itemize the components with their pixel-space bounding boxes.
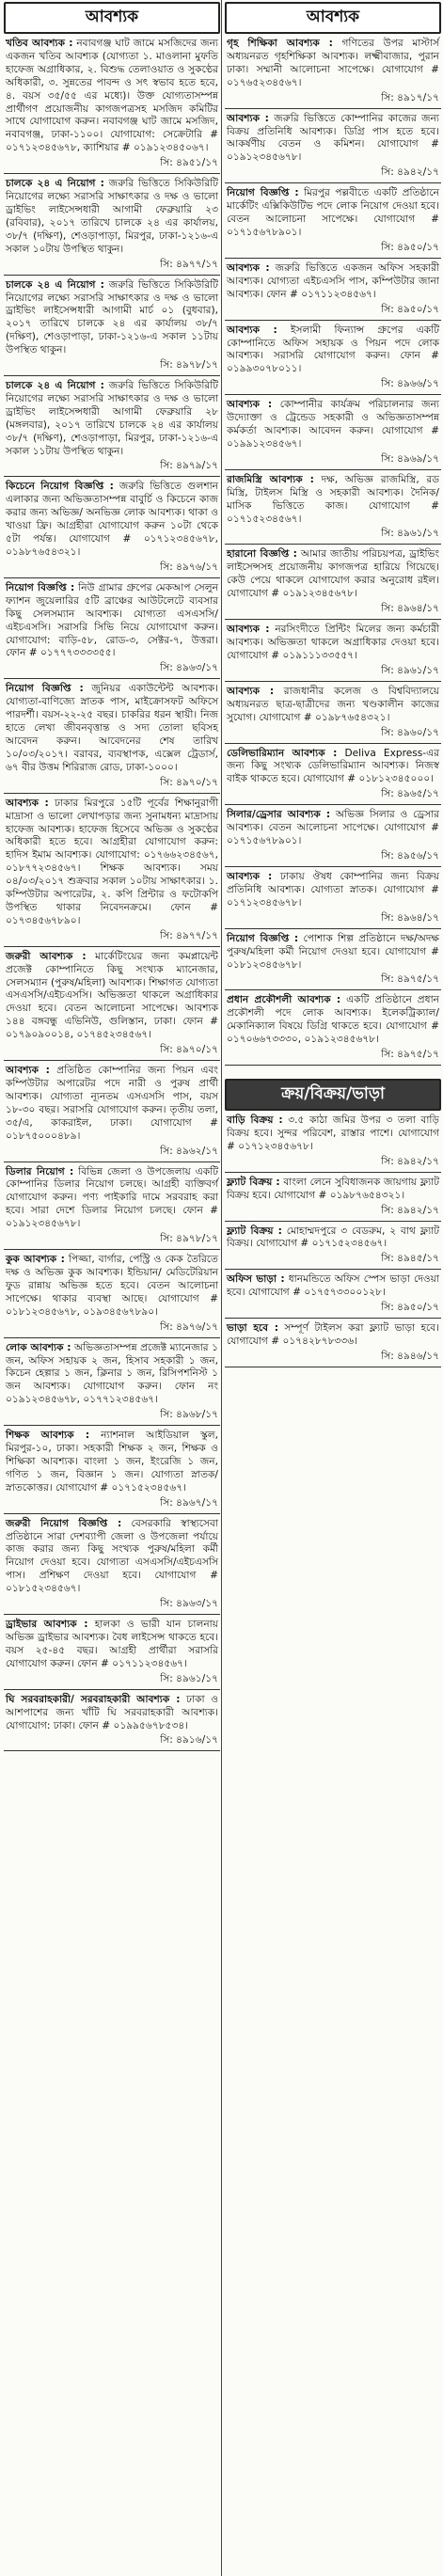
ad-divider <box>225 1172 441 1173</box>
classified-ad <box>225 1225 441 1271</box>
ad-text <box>225 474 441 527</box>
ad-code: সি: ৪৯৬২/১৭ <box>160 1145 218 1157</box>
ad-body: জরুরি ভিত্তিতে একজন অফিস সহকারী আবশ্যক। যোগ্যতা এইচএসসি পাস, কম্পিউটার জানা আবশ্যক। ফোন # ০১৭১১২৩৪৫৬৭। <box>227 261 439 300</box>
classified-ad <box>4 582 220 679</box>
ad-code: সি: ৪৯৬৪/১৭ <box>381 911 439 924</box>
ad-title: ডিলার নিয়োগ : <box>6 1165 74 1177</box>
classified-ad <box>4 481 220 577</box>
ad-divider <box>4 275 220 276</box>
ad-body: জরুরি ভিত্তিতে সিকিউরিটি নিয়োগের লক্ষ্যে সরাসরি সাক্ষাৎকার ও দক্ষ ও ভালো ড্রাইভিং লাইসেন্সধারী আগামী ফেব্রুয়ারি ২৮ (মঙ্গলবার), ২০১৭ তারিখে চালকে ২৪ এর কার্যালয় ৩৮/৭ (দক্ষিণ), শেওড়াপাড়া, মিরপুর, ঢাকা-১২১৬-এ সকাল ১১টায় উপস্থিত থাকুন। <box>6 380 219 457</box>
ad-code: সি: ৪৯৬০/১৭ <box>381 726 439 738</box>
classified-ad <box>4 1619 220 1690</box>
classified-ad <box>4 279 220 376</box>
ad-title: সিলার/ড্রেসার আবশ্যক : <box>227 809 331 821</box>
ad-text <box>4 1694 220 1733</box>
ad-code: সি: ৪৯৭৮/১৭ <box>160 1233 218 1245</box>
ad-title: নিয়োগ বিজ্ঞপ্তি : <box>227 932 299 944</box>
ad-divider <box>4 173 220 174</box>
ad-body: জরুরি ভিত্তিতে সিকিউরিটি নিয়োগের লক্ষ্যে সরাসরি সাক্ষাৎকার ও দক্ষ ও ভালো ড্রাইভিং লাইসেন্সধারী আগামী মার্চ ০১ (বুধবার), ২০১৭ তারিখে চালকে ২৪ এর কার্যালয় ৩৮/৭ (দক্ষিণ), শেওড়াপাড়া, ঢাকা-১২১৬-এ সকাল ১১টায় উপস্থিত থাকুন। <box>6 278 219 356</box>
ad-title: আবশ্যক : <box>227 870 273 882</box>
ad-text <box>4 1254 220 1320</box>
ad-body: মার্কেটিংয়ের জন্য কমপ্লায়েন্ট প্রজেক্ট কোম্পানিতে কিছু সংখ্যক ম্যানেজার, সেলসম্যান (পুরুষ/মহিলা) আবশ্যক। শিক্ষাগত যোগ্যতা এসএসসি/এইচএসসি। অভিজ্ঞতা থাকলে অগ্রাধিকার দেওয়া হবে। বেতন আলোচনা সাপেক্ষে। আবশ্যক ১৪৪ বঙ্গবন্ধু এভিনিউ, গুলিস্তান, ঢাকা। ফোন # ০১৭৯০৯০০১৪, ০১৭৪৫২৩৪৫৬৭। <box>6 950 218 1041</box>
right-column <box>225 0 441 1371</box>
ad-text <box>225 1273 441 1300</box>
ad-code: সি: ৪৯৬৭/১৭ <box>160 1496 218 1509</box>
ad-divider <box>225 394 441 395</box>
ad-text <box>225 548 441 601</box>
ad-text <box>225 686 441 725</box>
ad-title: চালকে ২৪ এ নিয়োগ : <box>6 278 104 291</box>
ad-body: নিউ গ্রামার গ্রুপের মেকআপ সেলুন ফ্যাশন জুয়েলারির ৫টি ব্রাঞ্চের আউটলেটে ব্যবসার কিছু সেলসম্যান আবশ্যক। যোগ্যতা এসএসসি/এইচএসসি। সরাসরি সিভি নিয়ে যোগাযোগ করুন। যোগাযোগ: বাড়ি-৫৮, রোড-৩, সেক্টর-৭, উত্তরা। ফোন # ০১৭৭৭৩৩৩৩৫৫। <box>6 581 218 659</box>
classified-ad <box>225 38 441 109</box>
ad-text <box>4 1342 220 1408</box>
ad-title: ড্রাইভার আবশ্যক : <box>6 1619 88 1631</box>
ad-body: বিভিন্ন জেলা ও উপজেলায় একটি কোম্পানির ডিলার নিয়োগ চলছে। আগ্রহী ব্যক্তিবর্গ যোগাযোগ করুন। পণ্য পাইকারি দামে সরবরাহ করা হবে। সারা দেশে ডিলার নিয়োগ চলছে। ফোন # ০১৯১২৩৪৫৬৭৮। <box>6 1165 218 1230</box>
ad-title: রাজমিস্ত্রি আবশ্যক : <box>227 473 314 485</box>
ad-code: সি: ৪৯৭৭/১৭ <box>160 929 218 941</box>
ad-title: নিয়োগ বিজ্ঞপ্তি : <box>227 187 299 199</box>
ad-divider <box>4 375 220 376</box>
ad-code: সি: ৪৯৭০/১৭ <box>160 1044 218 1056</box>
ad-text <box>225 324 441 377</box>
ad-title: কিচেনে নিয়োগ বিজ্ঞপ্তি : <box>6 481 114 493</box>
ad-code: সি: ৪৯৭৫/১৭ <box>381 973 439 986</box>
classified-ad <box>225 548 441 620</box>
ad-code: সি: ৪৯৪২/১৭ <box>381 1204 439 1216</box>
ad-text <box>225 1177 441 1203</box>
ad-divider <box>4 1689 220 1690</box>
ad-body: জরুরি ভিত্তিতে কোম্পানির কাজের জন্য বিক্রয় প্রতিনিধি আবশ্যক। ডিগ্রি পাস হতে হবে। আকর্ষণীয় বেতন ও কমিশন। যোগাযোগ # ০১৯১২৩৪৫৬৭৮। <box>227 112 440 164</box>
sale-ads-list <box>225 1114 441 1371</box>
ad-title: গৃহ শিক্ষিকা আবশ্যক : <box>227 38 333 49</box>
section-header-buy-sell-rent: ক্রয়/বিক্রয়/ভাড়া <box>225 1079 441 1111</box>
ad-body: ঢাকা ও আশপাশের জন্য খাঁটি ঘি সরবরাহকারী আবশ্যক। যোগাযোগ: ঢাকা। ফোন # ০১৯৯৫৬৭৮৫৩৪। <box>6 1693 218 1731</box>
ad-code: সি: ৪৯৫০/১৭ <box>381 1302 439 1314</box>
classified-ad <box>225 187 441 259</box>
classified-ad <box>225 399 441 470</box>
ad-text <box>4 1166 220 1232</box>
ad-divider <box>225 258 441 259</box>
ad-title: আবশ্যক : <box>227 112 269 124</box>
ad-title: আবশ্যক : <box>227 399 273 411</box>
ad-title: আবশ্যক : <box>6 1065 50 1077</box>
ad-text <box>4 582 220 660</box>
ad-body: সম্পূর্ণ টাইলস করা ফ্ল্যাট ভাড়া হবে। যোগাযোগ # ০১৭৪২৮৭৮৩৩৬। <box>227 1322 439 1348</box>
ad-code: সি: ৪৯৭০/১৭ <box>160 776 218 788</box>
classified-ad <box>225 1273 441 1319</box>
classified-ad <box>225 113 441 184</box>
ad-body: মিরপুর পল্লবীতে একটি প্রতিষ্ঠানে মার্কেটিং এক্সিকিউটিভ পদে লোক নিয়োগ দেওয়া হবে। বেতন আলোচনা সাপেক্ষে। যোগাযোগ # ০১৭১৫৬৭৮৯০১। <box>227 187 440 238</box>
classified-ad <box>225 809 441 867</box>
ad-body: পোশাক শিল্প প্রতিষ্ঠানে দক্ষ/অদক্ষ পুরুষ/মহিলা কর্মী নিয়োগ দেওয়া হবে। যোগাযোগ # ০১৮১২৩৪৫৬৭৮। <box>227 932 439 971</box>
ad-code: সি: ৪৯৬৫/১৭ <box>381 788 439 800</box>
ad-text <box>4 1518 220 1596</box>
ad-text <box>4 279 220 357</box>
section-header-required-right: আবশ্যক <box>225 2 441 34</box>
classified-ad <box>4 38 220 174</box>
classified-ad <box>225 624 441 682</box>
ad-divider <box>225 1318 441 1319</box>
classified-ad <box>4 178 220 275</box>
column-divider <box>221 0 222 2576</box>
ad-text <box>225 809 441 848</box>
ad-divider <box>4 476 220 477</box>
ad-title: ঘি সরবরাহকারী/ সরবরাহকারী আবশ্যক : <box>6 1693 181 1705</box>
ad-body: আমার জাতীয় পরিচয়পত্র, ড্রাইভিং লাইসেন্সসহ প্রয়োজনীয় কাগজপত্র হারিয়ে গিয়েছে। কেউ পেয়ে থাকলে যোগাযোগ করার অনুরোধ রইল। যোগাযোগ # ০১৯১২৩৪৫৬৭৮। <box>227 548 440 600</box>
ad-body: মোহাম্মদপুরে ৩ বেডরুম, ২ বাথ ফ্ল্যাট বিক্রয়। যোগাযোগ # ০১৭১৫২৩৪৫৬৭। <box>227 1225 439 1250</box>
ad-code: সি: ৪৯৭৬/১৭ <box>160 561 218 573</box>
ad-code: সি: ৪৯৫০/১৭ <box>381 241 439 253</box>
ad-body: নরসিংদীতে প্রিন্টিং মিলের জন্য কর্মচারী আবশ্যক। অভিজ্ঞতা থাকলে অগ্রাধিকার দেওয়া হবে। যোগাযোগ # ০১৯১১১৩৩৫৫৭। <box>227 624 439 661</box>
ad-body: ঢাকার মিরপুরে ১৫টি পূর্বের শিক্ষানুরাগী মাদ্রাসা ও ভালো লেখাপড়ার জন্য সুনামধন্য মাদ্রাসায় হাফেজ আবশ্যক। হাফেজ হিসেবে অভিজ্ঞ ও সুকণ্ঠের অধিকারী হতে হবে। আগ্রহীরা যোগাযোগ করুন: হাদিস ইমাম আবশ্যক। যোগাযোগ: ০১৭৬৬২৩৪৫৬৭, ০১৮৭৭২৩৪৫৬৭। শিক্ষক আবশ্যক। সময় ০৪/০৩/২০১৭ শুক্রবার সকাল ১০টায় সাক্ষাৎকার। ১. কম্পিউটার অপারেটর, ২. কপি প্রিন্টার ও ফটোকপি উপস্থিত থাকার নিবেদনক্রমে। ফোন # ০১৭৩৪৫৬৭৮৯০। <box>6 797 219 926</box>
ad-title: জরুরী নিয়োগ বিজ্ঞপ্তি : <box>6 1517 122 1529</box>
ad-code: সি: ৪৯৬১/১৭ <box>381 528 439 540</box>
left-column <box>4 0 220 1755</box>
ad-divider <box>225 320 441 321</box>
ad-body: অভিজ্ঞ সিলার ও ড্রেসার আবশ্যক। বেতন আলোচনা সাপেক্ষে। যোগাযোগ # ০১৭১৫৬৭৮৯০১। <box>227 809 439 847</box>
ad-divider <box>225 1065 441 1066</box>
ad-title: লোক আবশ্যক : <box>6 1341 71 1353</box>
right-ads-list <box>225 38 441 1069</box>
ad-code: সি: ৪৯৬১/১৭ <box>381 664 439 676</box>
ad-body: ইসলামী ফিন্যান্স গ্রুপের একটি কোম্পানিতে অফিস সহায়ক ও পিয়ন পদে লোক আবশ্যক। সরাসরি যোগাযোগ করুন। ফোন # ০১৯৯৩০৭৮০১১। <box>227 324 439 375</box>
ad-code: সি: ৪৯৬৩/১৭ <box>160 1598 218 1610</box>
ad-title: অফিস ভাড়া : <box>227 1273 285 1286</box>
ad-body: প্রতিষ্ঠিত কোম্পানির জন্য পিয়ন এবং কম্পিউটার অপারেটর পদে নারী ও পুরুষ প্রার্থী আবশ্যক। যোগ্যতা ন্যূনতম এসএসসি পাস, বয়স ১৮-৩০ বছর। সরাসরি যোগাযোগ করুন। তৃতীয় তলা, ৩৫/এ, কাকরাইল, ঢাকা। যোগাযোগ # ০১৮৭৫০০০৪৮৯। <box>6 1065 218 1142</box>
ad-divider <box>4 1060 220 1061</box>
ad-text <box>225 933 441 972</box>
ad-divider <box>4 1249 220 1250</box>
ad-body: বাংলা লেনে সুবিধাজনক জায়গায় ফ্ল্যাট বিক্রয় হবে। যোগাযোগ # ০১৯৮৭৬৫৪৩২১। <box>227 1176 439 1201</box>
ad-title: কুক আবশ্যক : <box>6 1254 65 1266</box>
ad-body: জুনিয়র একাউন্টেন্ট আবশ্যক। যোগ্যতা-বাণিজ্যে স্নাতক পাস, মাইক্রোসফট অফিসে পারদর্শী। বয়স-২২-২৫ বছর। চাকরির ধরন স্থায়ী। নিজ হাতে লেখা জীবনবৃত্তান্ত ও সদ্য তোলা ছবিসহ আবেদন করুন। আবেদনের শেষ তারিখ ১০/০৩/২০১৭। বরাবর, ব্যবস্থাপক, এক্সেল ট্রেডার্স, ৬৭ বীর উত্তম শিরিরাজ রোড, ঢাকা-১০০০। <box>6 683 218 773</box>
ad-title: আবশ্যক : <box>227 685 275 697</box>
ad-divider <box>225 989 441 990</box>
ad-code: সি: ৪৯৭৮/১৭ <box>160 359 218 371</box>
ad-body: Deliva Express-এর জন্য কিছু সংখ্যক ডেলিভারিম্যান আবশ্যক। নিজস্ব বাইক থাকতে হবে। যোগাযোগ # ০১৮১২৩৪৫০০০। <box>227 747 440 785</box>
ad-text <box>225 871 441 910</box>
ad-title: বাড়ি বিক্রয় : <box>227 1114 283 1127</box>
ad-title: আবশ্যক : <box>227 261 270 274</box>
ad-text <box>4 951 220 1042</box>
classified-ad <box>4 1254 220 1338</box>
ad-text <box>225 1225 441 1252</box>
ad-body: পিজ্জা, বার্গার, পেস্ট্রি ও কেক তৈরিতে দক্ষ ও অভিজ্ঞ কুক আবশ্যক। ইন্ডিয়ান/ মেডিটেরিয়ান ফুড রান্নায় অভিজ্ঞ হতে হবে। বেতন আলোচনা সাপেক্ষে। থাকার ব্যবস্থা আছে। যোগাযোগ # ০১৮১২৩৪৫৬৭৮, ০১৯৩৪৫৬৭৮৯০। <box>6 1254 218 1318</box>
ad-code: সি: ৪৯৫৬/১৭ <box>381 849 439 861</box>
classified-ad <box>225 871 441 929</box>
ad-title: ফ্ল্যাট বিক্রয় : <box>227 1225 282 1237</box>
ad-text <box>225 1322 441 1349</box>
ad-divider <box>225 108 441 109</box>
ad-title: প্রধান প্রকৌশলী আবশ্যক : <box>227 994 341 1006</box>
ad-code: সি: ৪৯৪৫/১৭ <box>381 1253 439 1265</box>
ad-body: কোম্পানীর কার্যক্রম পরিচালনার জন্য উদ্যোক্তা ও ট্রেন্ডেড সহকারী ও অভিজ্ঞতাসম্পন্ন কর্মকর্তা আবশ্যক। আবেদন করুন। যোগাযোগ # ০১৯৯১২৩৪৫৬৭। <box>227 399 439 450</box>
classified-ad <box>225 324 441 396</box>
ad-code: সি: ৪৯৪২/১৭ <box>381 166 439 179</box>
ad-divider <box>4 793 220 794</box>
ad-body: বেসরকারি স্বাস্থ্যসেবা প্রতিষ্ঠানে সারা দেশব্যাপী জেলা ও উপজেলা পর্যায়ে কাজ করার জন্য কিছু সংখ্যক পুরুষ/মহিলা কর্মী নিয়োগ দেওয়া হবে। যোগ্যতা এসএসসি/এইচএসসি পাস। প্রশিক্ষণ দেওয়া হবে। যোগাযোগ # ০১৮১৫২৩৪৫৬৭। <box>6 1517 218 1595</box>
classified-ad <box>4 798 220 947</box>
ad-text <box>225 38 441 90</box>
ad-title: আবশ্যক : <box>227 324 277 336</box>
ad-body: ৩.৫ কাঠা জমির উপর ৩ তলা বাড়ি বিক্রয় হবে। সুন্দর পরিবেশ, রাস্তার পাশে। যোগাযোগ # ০১৭১২৩৪৫৬৭৮। <box>227 1114 439 1152</box>
ad-title: খতিব আবশ্যক : <box>6 38 73 49</box>
ad-divider <box>225 1221 441 1222</box>
ad-body: একটি প্রতিষ্ঠানে প্রধান প্রকৌশলী পদে লোক আবশ্যক। ইলেকট্রিক্যাল/মেকানিক্যাল বিষয়ে ডিগ্রি থাকতে হবে। যোগাযোগ # ০১৭০৬৬৭৩৩৩০, ০১৯১২৩৪৫৬৭৮। <box>227 994 439 1046</box>
classified-ad <box>225 1322 441 1367</box>
classified-ad <box>225 748 441 806</box>
ad-text <box>225 994 441 1047</box>
ad-text <box>4 683 220 774</box>
ad-title: আবশ্যক : <box>6 797 49 809</box>
ad-text <box>4 178 220 256</box>
ad-title: নিয়োগ বিজ্ঞপ্তি : <box>6 581 75 593</box>
classified-ad <box>4 683 220 793</box>
ad-title: নিয়োগ বিজ্ঞপ্তি : <box>6 683 84 695</box>
ad-divider <box>225 743 441 744</box>
ad-title: শিক্ষক আবশ্যক : <box>6 1430 90 1442</box>
classified-ad <box>4 1166 220 1251</box>
ad-text <box>4 798 220 928</box>
ad-text <box>4 1430 220 1495</box>
ad-code: সি: ৪৯৪৬/১৭ <box>381 1351 439 1362</box>
ad-body: দক্ষ, অভিজ্ঞ রাজমিস্ত্রি, রড মিস্ত্রি, টাইলস মিস্ত্রি ও সহকারী আবশ্যক। দৈনিক/মাসিক ভিত্তিতে কাজ। যোগাযোগ # ০১৭১৫২৩৪৫৬৭। <box>227 473 439 525</box>
ad-title: ফ্ল্যাট বিক্রয় : <box>227 1176 280 1188</box>
classified-ad <box>225 994 441 1066</box>
classified-ad <box>4 951 220 1061</box>
ad-title: আবশ্যক : <box>227 624 270 636</box>
ad-divider <box>225 544 441 545</box>
section-header-required: আবশ্যক <box>4 2 220 34</box>
ad-text <box>225 748 441 787</box>
ad-code: সি: ৪৯৫০/১৭ <box>381 303 439 315</box>
ad-divider <box>4 577 220 578</box>
ad-code: সি: ৪৯৬১/১৭ <box>160 1672 218 1684</box>
ad-title: ডেলিভারিম্যান আবশ্যক : <box>227 747 338 759</box>
ad-title: জরুরী আবশ্যক : <box>6 950 87 962</box>
ad-code: সি: ৪৯৭৫/১৭ <box>381 1049 439 1061</box>
ad-code: সি: ৪৯৬৮/১৭ <box>160 1409 218 1421</box>
ad-divider <box>225 681 441 682</box>
ad-divider <box>4 1513 220 1514</box>
ad-body: রাজধানীর কলেজ ও বিশ্ববিদ্যালয়ে অধ্যয়নরত ছাত্র-ছাত্রীদের জন্য খণ্ডকালীন কাজের সুযোগ। যোগাযোগ # ০১৯৮৭৬৫৪৩২১। <box>227 685 439 723</box>
ad-title: চালকে ২৪ এ নিয়োগ : <box>6 178 104 190</box>
classified-ad <box>4 1694 220 1752</box>
ad-divider <box>225 804 441 805</box>
ad-code: সি: ৪৯৭৬/১৭ <box>160 1320 218 1333</box>
ad-text <box>225 1114 441 1154</box>
ad-code: সি: ৪৯৬৬/১৭ <box>381 378 439 390</box>
ad-text <box>225 399 441 451</box>
ad-divider <box>4 678 220 679</box>
ad-title: ভাড়া হবে : <box>227 1322 278 1335</box>
ad-code: সি: ৪৯৭৯/১৭ <box>160 460 218 472</box>
classified-ad <box>4 1342 220 1427</box>
ad-code: সি: ৪৯১৬/১৭ <box>160 1734 218 1746</box>
ad-text <box>4 1619 220 1671</box>
ad-divider <box>4 1750 220 1751</box>
ad-divider <box>225 469 441 470</box>
ad-divider <box>4 1425 220 1426</box>
ad-text <box>4 481 220 559</box>
classified-ad <box>225 474 441 545</box>
ad-body: জরুরি ভিত্তিতে সিকিউরিটি নিয়োগের লক্ষ্যে সরাসরি সাক্ষাৎকার ও দক্ষ ও ভালো ড্রাইভিং লাইসেন্সধারী আগামী ফেব্রুয়ারি ২৩ (রবিবার), ২০১৭ তারিখে চালকে ২৪ এর কার্যালয়, ৩৮/৭ (দক্ষিণ), শেওড়াপাড়া, মিরপুর, ঢাকা-১২১৬-এ সকাল ১০টায় উপস্থিত থাকুন। <box>6 178 219 255</box>
ad-body: গণিতের উপর মাস্টার্স অধ্যয়নরত গৃহশিক্ষিকা আবশ্যক। লক্ষ্মীবাজার, পুরান ঢাকা। সম্মানী আলোচনা সাপেক্ষে। যোগাযোগ # ০১৭৬৫২৩৪৫৬৭। <box>227 38 439 88</box>
classified-ad <box>225 1177 441 1222</box>
ad-body: ঢাকায় ঔষধ কোম্পানির জন্য বিক্রয় প্রতিনিধি আবশ্যক। যোগ্যতা স্নাতক। যোগাযোগ # ০১৭১২৩৪৫৬৭৮। <box>227 870 439 909</box>
classified-ad <box>225 686 441 744</box>
ad-code: সি: ৪৯১৭/১৭ <box>381 91 439 103</box>
ad-body: ধানমন্ডিতে অফিস স্পেস ভাড়া দেওয়া হবে। যোগাযোগ # ০১৭৫৭৩৩০০১২৮। <box>227 1273 439 1299</box>
classified-ad <box>225 262 441 321</box>
ad-code: সি: ৪৯৪২/১৭ <box>381 1155 439 1167</box>
ad-text <box>225 262 441 302</box>
ad-divider <box>225 182 441 183</box>
ad-divider <box>225 866 441 867</box>
ad-text <box>4 1065 220 1143</box>
classified-ad <box>4 380 220 477</box>
ad-code: সি: ৪৯৬৩/১৭ <box>160 662 218 674</box>
ad-title: চালকে ২৪ এ নিয়োগ : <box>6 380 104 392</box>
ad-divider <box>225 1269 441 1270</box>
ad-divider <box>4 946 220 947</box>
ad-text <box>225 624 441 663</box>
ad-text <box>225 113 441 166</box>
ad-body: জরুরি ভিত্তিতে গুলশান এলাকার জন্য অভিজ্ঞতাসম্পন্ন বাবুর্চি ও কিচেনে কাজ করার জন্য অভিজ্ঞ/ অনভিজ্ঞ লোক আবশ্যক। থাকা ও খাওয়া ফ্রি। আগ্রহীরা যোগাযোগ করুন ১০টা থেকে ৫টা পর্যন্ত। যোগাযোগ # ০১৭১২৩৪৫৬৭৮, ০১৯৮৭৬৫৪৩২১। <box>6 481 219 558</box>
ad-code: সি: ৪৯৬৪/১৭ <box>381 603 439 615</box>
classified-ad <box>4 1518 220 1615</box>
ad-code: সি: ৪৯৬৯/১৭ <box>381 452 439 465</box>
left-ads-list <box>4 38 220 1755</box>
ad-body: নবাবগঞ্জ ঘাট জামে মসজিদের জন্য একজন খতিব আবশ্যক (যোগ্যতা ১. মাওলানা মুফতি হাফেজ অগ্রাধিকার, ২. বিশুদ্ধ তেলাওয়াত ও সুকণ্ঠের অধিকারী, ৩. সুন্নতের পাবন্দ ও সৎ স্বভাব হতে হবে, ৪. বয়স ৩৫/৫৫ এর মধ্যে)। উক্ত যোগ্যতাসম্পন্ন প্রার্থীগণ প্রয়োজনীয় কাগজপত্রসহ মসজিদ কমিটির সাথে যোগাযোগ করুন। নবাবগঞ্জ ঘাট জামে মসজিদ, নবাবগঞ্জ, ঢাকা-১১০০। যোগাযোগ: সেক্রেটারি # ০১৭১২৩৪৫৬৭৮, ক্যাশিয়ার # ০১৯১২৩৪৫০৬৭। <box>6 38 219 154</box>
ad-body: ন্যাশনাল আইডিয়াল স্কুল, মিরপুর-১০, ঢাকা। সহকারী শিক্ষক ২ জন, শিক্ষক ও শিক্ষিকা আবশ্যক। বাংলা ১ জন, ইংরেজি ১ জন, গণিত ১ জন, বিজ্ঞান ১ জন। যোগ্যতা স্নাতক/স্নাতকোত্তর। যোগাযোগ # ০১৭১৫২৩৪৫৬৭। <box>6 1430 218 1493</box>
ad-text <box>4 380 220 458</box>
classified-ad <box>4 1065 220 1162</box>
ad-text <box>4 38 220 155</box>
ad-divider <box>4 1614 220 1615</box>
ad-body: হালকা ও ভারী যান চালনায় অভিজ্ঞ ড্রাইভার আবশ্যক। বৈধ লাইসেন্স থাকতে হবে। বয়স ২৫-৪৫ বছর। আগ্রহী প্রার্থীরা সরাসরি যোগাযোগ করুন। ফোন # ০১৭১১২৩৪৫৬৭। <box>6 1619 218 1669</box>
ad-divider <box>225 619 441 620</box>
ad-code: সি: ৪৯৫১/১৭ <box>160 157 218 169</box>
classified-ad <box>4 1430 220 1514</box>
ad-body: অভিজ্ঞতাসম্পন্ন প্রজেক্ট ম্যানেজার ১ জন, অফিস সহায়ক ২ জন, হিসাব সহকারী ১ জন, কিচেন হেল্পার ১ জন, ক্লিনার ১ জন, রিসিপশনিস্ট ১ জন আবশ্যক। যোগাযোগ করুন। ফোন নং ০১৯১২৩৪৫৬৭৮, ০১৭৭১২৩৪৫৬৭। <box>6 1341 218 1406</box>
ad-title: হারানো বিজ্ঞপ্তি : <box>227 548 297 561</box>
ad-code: সি: ৪৯৭৭/১৭ <box>160 258 218 270</box>
classified-ad <box>225 1114 441 1173</box>
classified-ad <box>225 933 441 991</box>
ad-text <box>225 187 441 240</box>
ad-divider <box>4 1337 220 1338</box>
ad-divider <box>225 928 441 929</box>
